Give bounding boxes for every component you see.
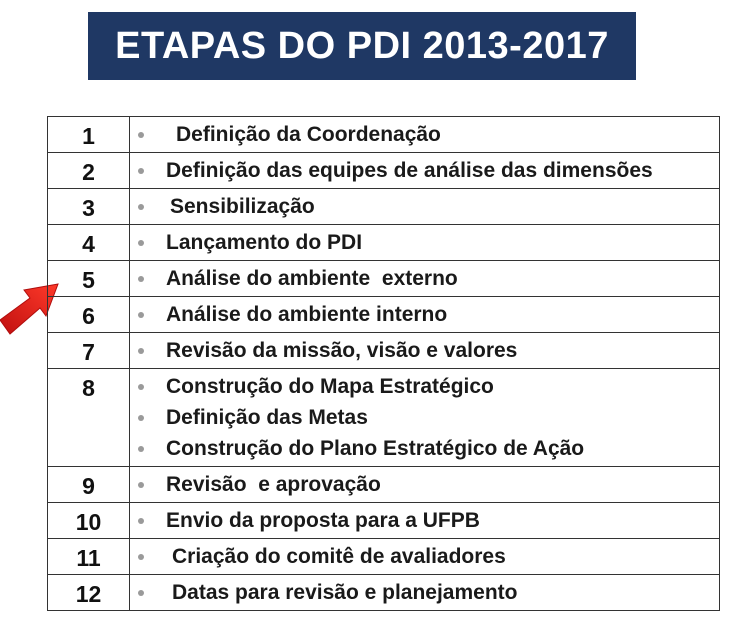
table-row <box>48 189 720 225</box>
step-label: Análise do ambiente interno <box>166 302 448 326</box>
step-label: Envio da proposta para a UFPB <box>166 508 480 532</box>
step-label: Análise do ambiente externo <box>166 266 458 290</box>
step-label: Definição das Metas <box>166 405 368 429</box>
step-label: Datas para revisão e planejamento <box>172 580 518 604</box>
step-label: Sensibilização <box>170 194 315 218</box>
bullet-icon <box>138 312 144 318</box>
list-item <box>130 155 719 186</box>
step-number: 9 <box>48 467 130 503</box>
page-title: ETAPAS DO PDI 2013-2017 <box>88 12 636 80</box>
bullet-icon <box>138 482 144 488</box>
table-row <box>48 153 720 189</box>
step-label: Criação do comitê de avaliadores <box>172 544 506 568</box>
step-label: Construção do Mapa Estratégico <box>166 374 494 398</box>
step-number: 8 <box>48 369 130 467</box>
step-number: 12 <box>48 575 130 611</box>
step-number: 1 <box>48 117 130 153</box>
bullet-icon <box>138 446 144 452</box>
step-number: 6 <box>48 297 130 333</box>
step-label: Revisão da missão, visão e valores <box>166 338 518 362</box>
list-item <box>130 469 719 500</box>
step-number: 10 <box>48 503 130 539</box>
table-row <box>48 117 720 153</box>
bullet-icon <box>138 415 144 421</box>
table-row <box>48 333 720 369</box>
table-row <box>48 575 720 611</box>
list-item <box>130 433 719 464</box>
list-item <box>130 263 719 294</box>
table-row <box>48 503 720 539</box>
bullet-icon <box>138 518 144 524</box>
bullet-icon <box>138 590 144 596</box>
list-item <box>130 505 719 536</box>
table-row <box>48 225 720 261</box>
step-number: 11 <box>48 539 130 575</box>
bullet-icon <box>138 168 144 174</box>
list-item <box>130 577 719 608</box>
bullet-icon <box>138 348 144 354</box>
list-item <box>130 299 719 330</box>
table-row <box>48 297 720 333</box>
step-label: Revisão e aprovação <box>166 472 381 496</box>
step-label: Definição da Coordenação <box>176 122 441 146</box>
step-number: 5 <box>48 261 130 297</box>
step-label: Definição das equipes de análise das dimensões <box>166 158 653 182</box>
step-number: 2 <box>48 153 130 189</box>
table-row <box>48 467 720 503</box>
bullet-icon <box>138 554 144 560</box>
list-item <box>130 119 719 150</box>
table-row <box>48 369 720 467</box>
bullet-icon <box>138 240 144 246</box>
bullet-icon <box>138 204 144 210</box>
list-item <box>130 371 719 402</box>
step-number: 3 <box>48 189 130 225</box>
list-item <box>130 335 719 366</box>
bullet-icon <box>138 384 144 390</box>
list-item <box>130 402 719 433</box>
list-item <box>130 191 719 222</box>
steps-table <box>47 116 720 611</box>
table-row <box>48 539 720 575</box>
table-row <box>48 261 720 297</box>
bullet-icon <box>138 276 144 282</box>
list-item <box>130 227 719 258</box>
step-label: Lançamento do PDI <box>166 230 363 254</box>
list-item <box>130 541 719 572</box>
step-label: Construção do Plano Estratégico de Ação <box>166 436 585 460</box>
step-number: 4 <box>48 225 130 261</box>
step-number: 7 <box>48 333 130 369</box>
bullet-icon <box>138 132 144 138</box>
